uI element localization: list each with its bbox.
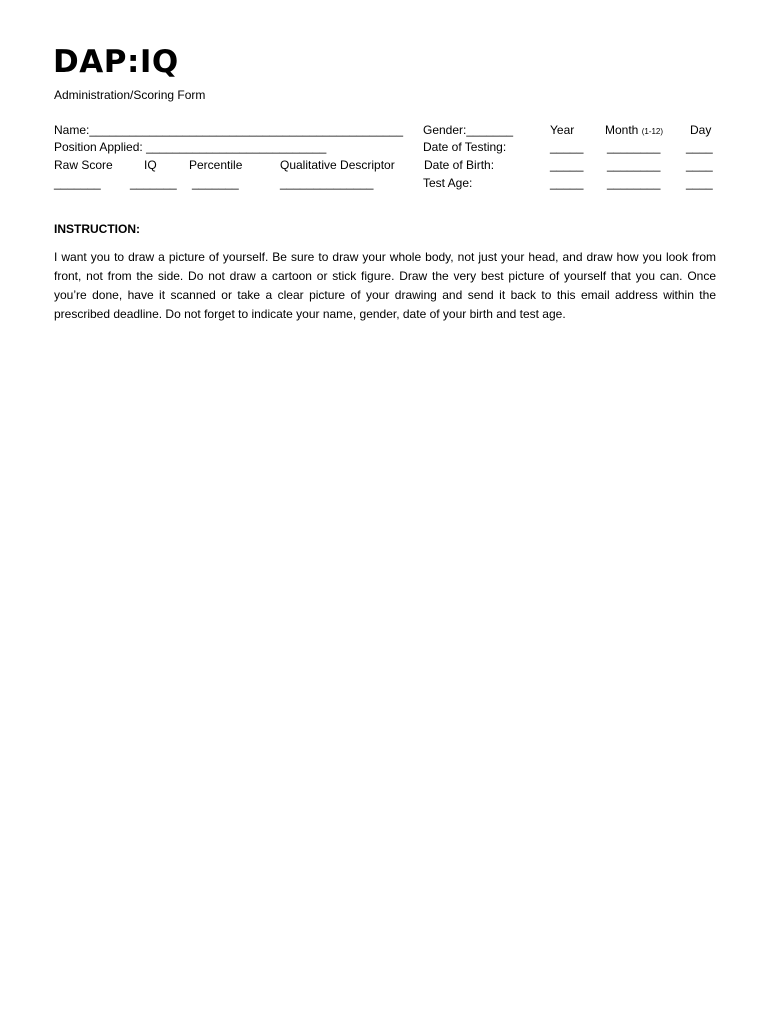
age-month-blank: ________: [607, 176, 661, 190]
birth-month-blank: ________: [607, 158, 661, 172]
raw-score-label: Raw Score: [54, 158, 113, 172]
date-of-testing-label: Date of Testing:: [423, 140, 507, 154]
name-field: Name:_______________________________________________: [54, 123, 404, 137]
raw-score-blank: _______: [54, 176, 101, 190]
percentile-label: Percentile: [189, 158, 243, 172]
birth-day-blank: ____: [686, 158, 713, 172]
age-year-blank: _____: [550, 176, 584, 190]
age-day-blank: ____: [686, 176, 713, 190]
testing-day-blank: ____: [686, 140, 713, 154]
date-of-birth-label: Date of Birth:: [424, 158, 495, 172]
test-age-label: Test Age:: [423, 176, 473, 190]
iq-label: IQ: [144, 158, 157, 172]
form-title: DAP:IQ: [53, 44, 179, 80]
form-subtitle: Administration/Scoring Form: [54, 88, 206, 102]
qualitative-descriptor-label: Qualitative Descriptor: [280, 158, 395, 172]
month-range-note: (1-12): [641, 127, 664, 136]
gender-field: Gender:_______: [423, 123, 514, 137]
iq-blank: _______: [130, 176, 177, 190]
instruction-heading: INSTRUCTION:: [54, 222, 140, 236]
percentile-blank: _______: [192, 176, 239, 190]
instruction-text: I want you to draw a picture of yourself. Be sure to draw your whole body, not just your head, and draw how you look from front, not from the side. Do not draw a cartoon or stick figure. Draw the very best picture of yourself that you can. Once you’re done, have it scanned or take a clear picture of your drawing and send it back to this email address within the prescribed deadline. Do not forget to indicate your name, gender, date of your birth and test age.: [54, 250, 716, 321]
year-header: Year: [550, 123, 575, 137]
testing-month-blank: ________: [607, 140, 661, 154]
testing-year-blank: _____: [550, 140, 584, 154]
day-header: Day: [690, 123, 712, 137]
month-header: Month (1-12): [605, 123, 664, 137]
position-applied-field: Position Applied: ___________________________: [54, 140, 327, 154]
qualitative-descriptor-blank: ______________: [280, 176, 374, 190]
birth-year-blank: _____: [550, 158, 584, 172]
